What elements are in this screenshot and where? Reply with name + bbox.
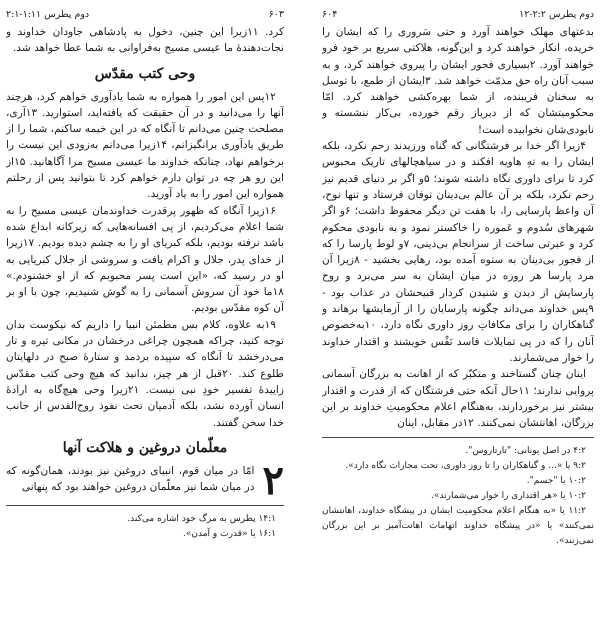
paragraph: ۴زیرا اگر خدا بر فرشتگانی که گناه ورزیدند رحم نکرد، بلکه ایشان را به تهِ هاویه افکند و در سیاهچالهای تاریک محبوس کرد تا برای داوری نگاه داشته شوند؛ ۵و اگر بر دنیای قدیم نیز رحم نکرد، بلکه بر آن عالم بی‌دینان توفان فرستاد و تنها نوح، آن واعظ پارسایی را، با هفت تن دیگر محفوظ داشت؛ ۶و اگر شهرهای سُدوم و عَموره را خاکستر نمود و به نابودی محکوم کرد و عبرتی ساخت از سرانجام بی‌دینی، ۷و لوط پارسا را که از فجور بی‌دینان به ستوه آمده بود، رهایی بخشید - ۸زیرا آن مرد پارسا هر روزه در میان ایشان به سر می‌برد و روح پارسایش از دیدن و شنیدن کردار قبیحشان در عذاب بود - ۹پس خداوند می‌داند چگونه پارسایان را از آزمایشها برهاند و گناهکاران را برای مکافاتِ روز داوری نگاه دارد، ۱۰به‌خصوص آنان را که در پی تمایلات فاسد نَفْس خویشند و اقتدار خداوند را خوار می‌شمارند. (322, 140, 594, 364)
paragraph: کرد. ۱۱زیرا این چنین، دخول به پادشاهی جاودان خداوند و نجات‌دهندهٔ ما عیسی مسیح به‌فراوانی به شما عطا خواهد شد. (6, 26, 284, 55)
paragraph: ۱۲پس این امور را همواره به شما یادآوری خواهم کرد، هرچند آنها را می‌دانید و در آن حقیقت که یافته‌اید، استوارید. ۱۳آری، مصلحت چنین می‌دانم تا آنگاه که در این خیمه ساکنم، شما را از طریق یادآوری برانگیزانم، ۱۴زیرا می‌دانم به‌زودی این نیست را برخواهم نهاد، چنانکه خداوند ما عیسی مسیح مرا آگاهانید. ۱۵از این رو هر چه در توان دارم خواهم کرد تا بتوانید پس از رحلتم همواره این امور را به یاد آورید. (6, 90, 284, 201)
paragraph: ۱۹به علاوه، کلام بس مطمئن انبیا را داریم که نیکوست بدان توجه کنید، چراکه همچون چراغی درخشان در مکانی تیره و تار می‌درخشد تا آنگاه که سپیده بردمد و ستارهٔ صبح در دلهایتان طلوع کند. ۲۰قبل از هر چیز، بدانید که هیچ وحی کتب مقدّس زاییدهٔ تفسیر خودِ نبی نیست. ۲۱زیرا وحی هیچ‌گاه به ارادهٔ انسان آورده نشد، بلکه آدمیان تحت نفوذ روح‌القدس از جانب خدا سخن گفتند. (6, 318, 284, 429)
right-page-header (322, 6, 594, 22)
footnote: ۱۱:۲ یا «به هنگام اعلام محکومیت ایشان در پیشگاه خداوند، اهانتشان نمی‌کنند» یا «در پیشگاه خداوند اتهامات اهانت‌آمیز بر این بزرگان نمی‌زنند». (322, 506, 594, 547)
paragraph: بدعتهای مهلک خواهند آورد و حتی سَروری را که ایشان را خریده، انکار خواهند کرد و این‌گونه، هلاکتی سریع بر خود فرو خواهند آورد. ۲بسیاری فجور ایشان را پیروی خواهند کرد، و به سبب آنان راه حق مذمّت خواهد شد. ۳ایشان از طمع، با توسل به سخنان فریبنده، از شما بهره‌کشی خواهند کرد. امّا محکومیتشان که از دیرباز رقم خورده، بی‌کار ننشسته و نابودی‌شان نخوابیده است! (322, 26, 594, 136)
section-heading-revelation: وحی کتب مقدّس (94, 65, 196, 82)
right-column (322, 24, 594, 620)
left-page-header (6, 6, 284, 22)
footnote: ۱۰:۲ یا «هر اقتداری را خوار می‌شمارند». (431, 491, 586, 502)
right-page-number: ۶۰۴ (322, 8, 338, 20)
left-column (6, 24, 284, 614)
footnote: ۹:۲ یا «... و گناهکاران را تا روز داوری، تحت مجازات نگاه دارد». (345, 461, 586, 472)
left-page-number: ۶۰۳ (268, 8, 284, 20)
left-running-title: دوم پطرس ۱:۱۱-۲:۱ (6, 8, 90, 20)
footnote: ۱۶:۱ یا «قدرت و آمدن». (183, 528, 276, 539)
footnote: ۱۰:۲ یا "جسم". (526, 476, 586, 487)
section-heading-false-teachers: معلّمان دروغین و هلاکت آنها (62, 439, 228, 456)
chapter-opening-text: امّا در میان قوم، انبیای دروغین نیز بودند، همان‌گونه که در میان شما نیز معلّمان دروغین خواهند بود که پنهانی (6, 464, 255, 494)
chapter-start (6, 456, 284, 504)
right-running-title: دوم پطرس ۲:۲-۱۲ (519, 8, 594, 20)
paragraph: اینان چنان گستاخند و متکبّر که از اهانت به بزرگان آسمانی پروایی ندارند؛ ۱۱حال آنکه حتی فرشتگان که از قدرت و اقتدار بیشتر نیز برخوردارند، به‌هنگام اعلام محکومیتِ خداوند بر این بزرگان، اهانتشان نمی‌کنند. ۱۲در مقابل، اینان (322, 368, 594, 430)
footnote: ۴:۲ در اصل یونانی: "تارتاروس". (465, 446, 586, 457)
footnote: ۱۴:۱ پطرس به مرگ خود اشاره می‌کند. (127, 513, 276, 524)
paragraph: ۱۶زیرا آنگاه که ظهور پرقدرت خداوندمان عیسی مسیح را به شما اعلام می‌کردیم، از پی افسانه‌هایی که زیرکانه ابداع شده باشد نرفته بودیم، بلکه کبریای او را به چشم دیده بودیم. ۱۷زیرا از خدای پدر، جلال و اکرام یافت و سروشی از جلال کبریایی به او در رسید که، «این است پسر محبوبم که از او خشنودم.» ۱۸ما خود آن سروش آسمانی را به گوش شنیدیم، چون با او بر آن کوه مقدّس بودیم. (6, 204, 284, 315)
footnote-divider (322, 437, 594, 438)
footnote-divider (6, 505, 284, 506)
chapter-number: ۲ (262, 456, 284, 504)
